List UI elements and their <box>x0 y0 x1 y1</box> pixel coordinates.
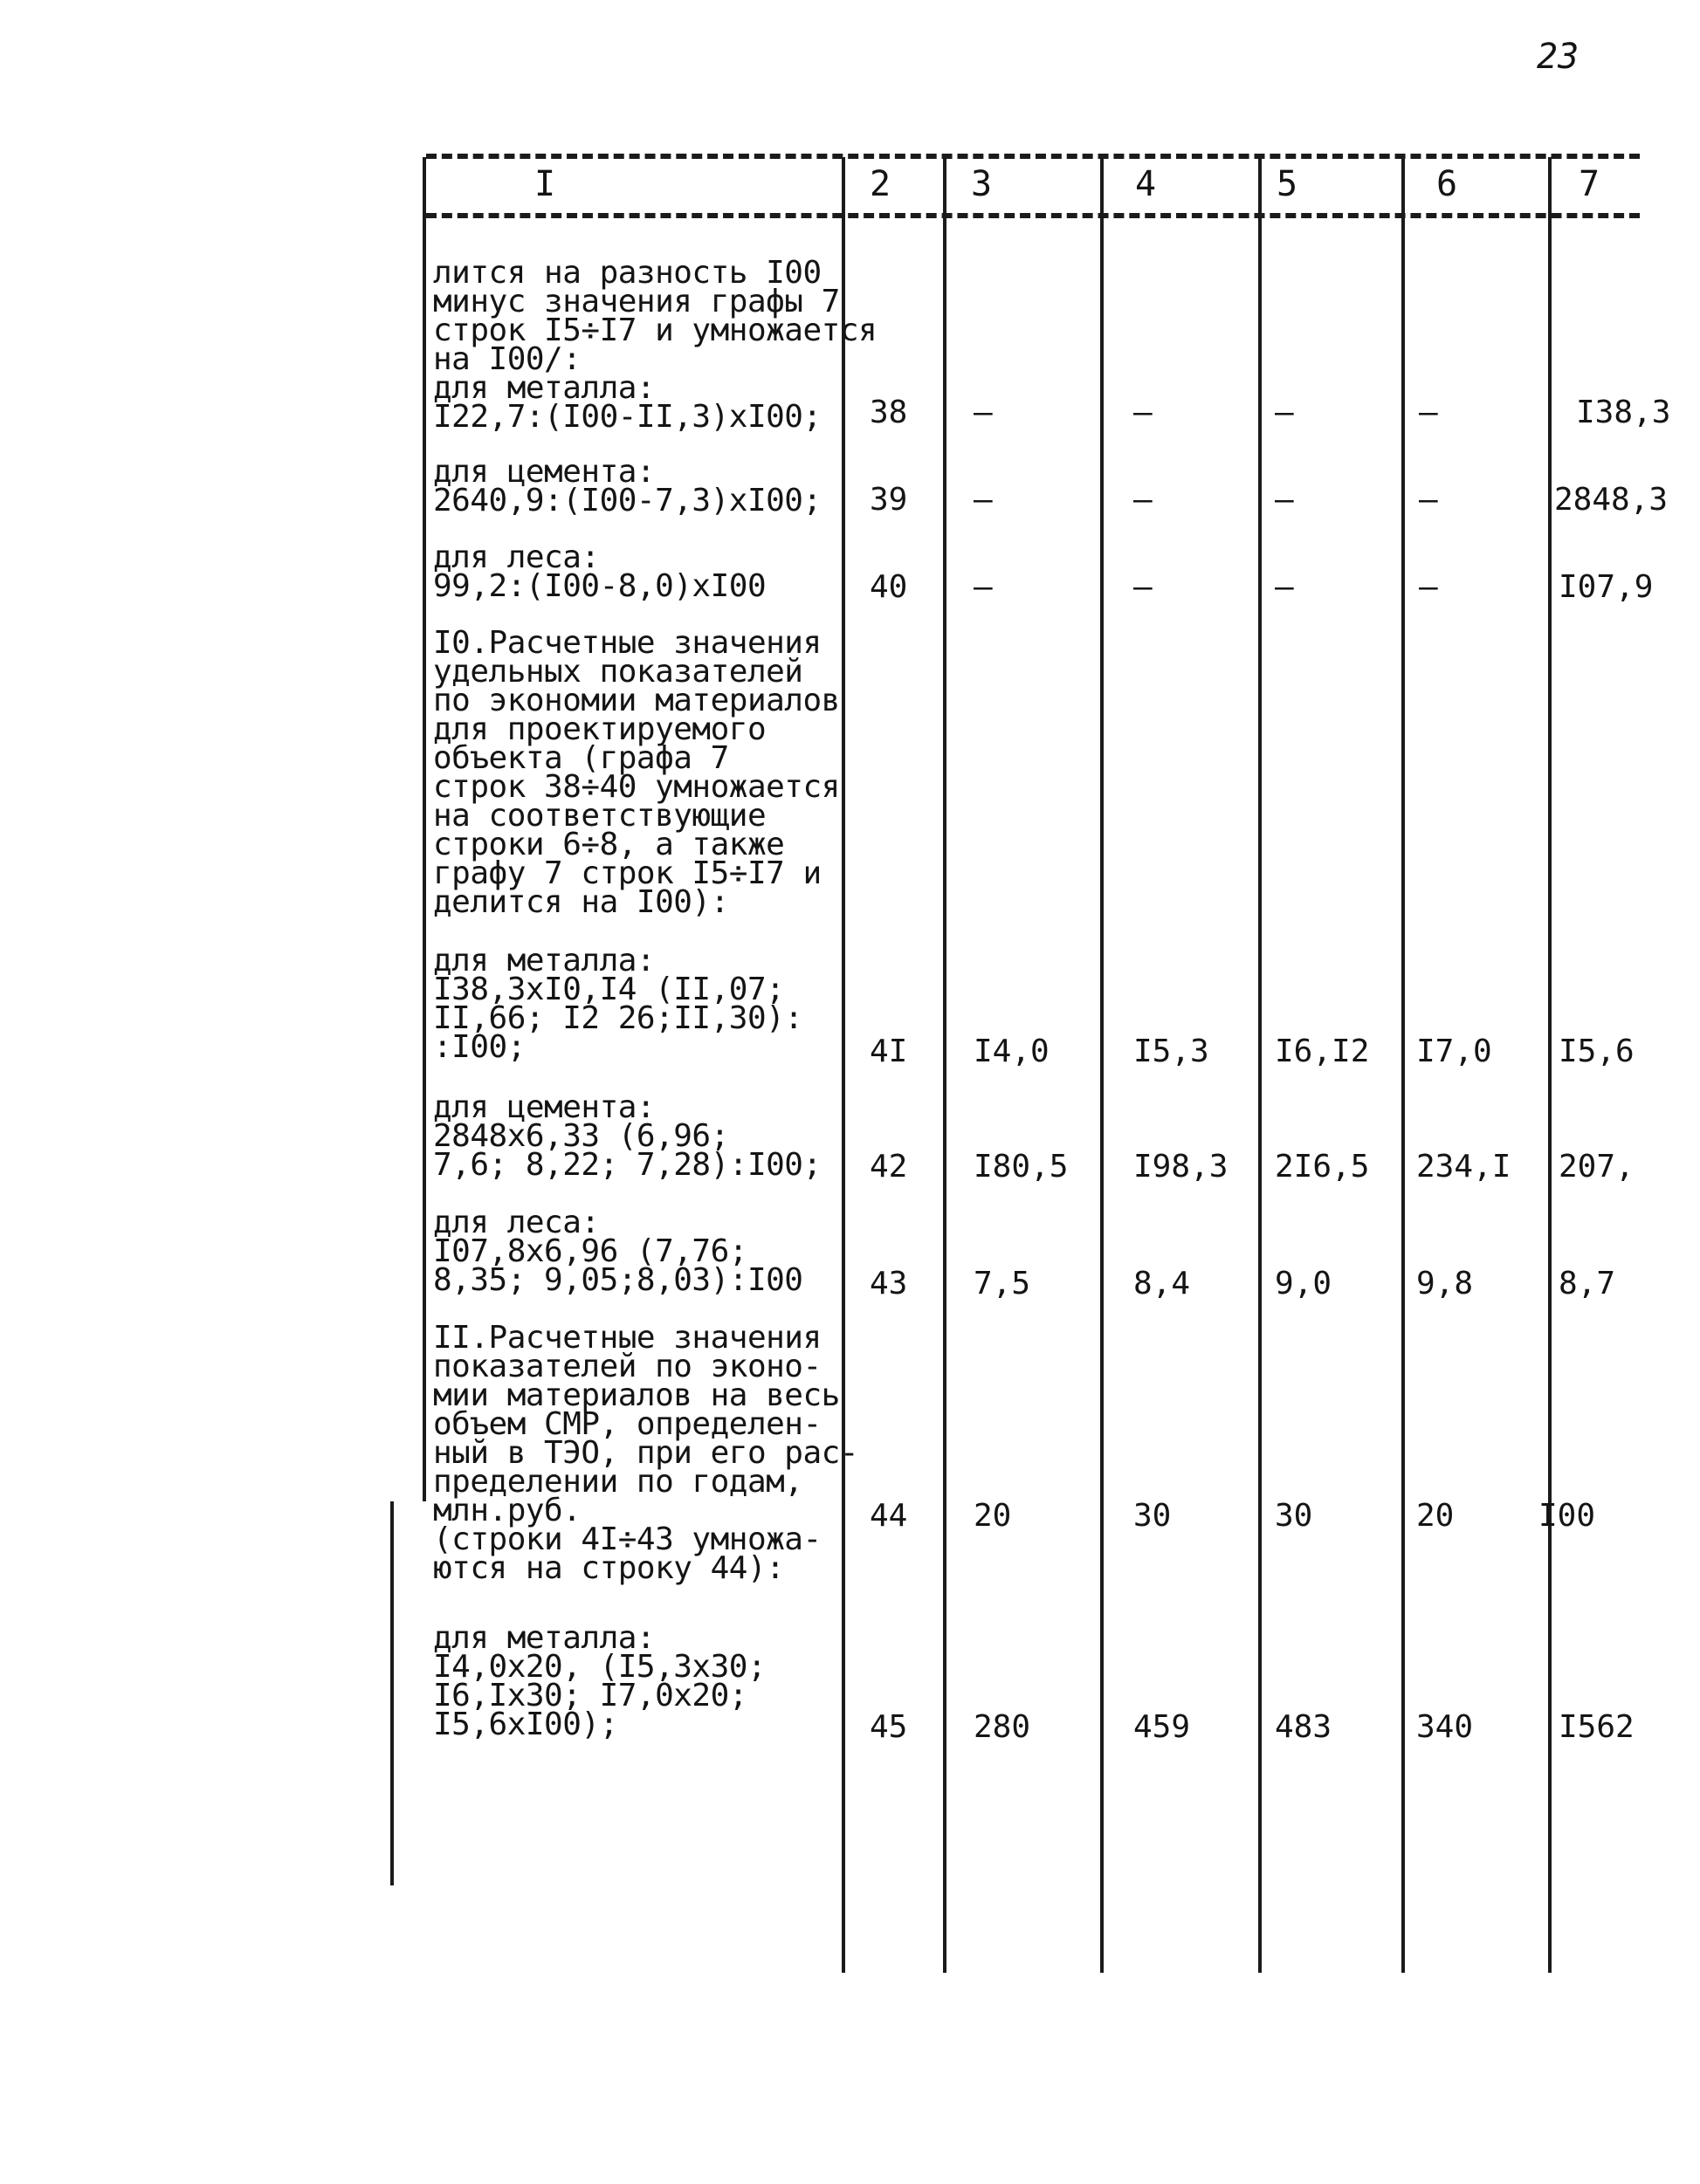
row-44-number: 44 <box>870 1498 908 1534</box>
row-38-col6: – <box>1419 395 1438 430</box>
row-38-description: лится на разность I00 минус значения графы 7 строк I5÷I7 и умножается на I00/: для металла: I22,7:(I00-II,3)xI00; <box>433 255 878 435</box>
row-40-col6: – <box>1419 569 1438 605</box>
row-39-col4: – <box>1133 482 1153 518</box>
row-39-col5: – <box>1275 482 1294 518</box>
header-col-1: I <box>534 164 556 204</box>
row-43-col3: 7,5 <box>974 1266 1031 1301</box>
row-38-number: 38 <box>870 395 908 430</box>
row-44-col6: 20 <box>1416 1498 1455 1534</box>
row-38-col5: – <box>1275 395 1294 430</box>
row-45-col7: I562 <box>1559 1709 1635 1745</box>
row-39-number: 39 <box>870 482 908 518</box>
row-39-col3: – <box>974 482 993 518</box>
row-43-description: для леса: I07,8x6,96 (7,76; 8,35; 9,05;8,03):I00 <box>433 1205 803 1298</box>
row-39-description: для цемента: 2640,9:(I00-7,3)xI00; <box>433 454 822 519</box>
row-40-col3: – <box>974 569 993 605</box>
row-42-col7: 207, <box>1559 1149 1635 1185</box>
row-41-col4: I5,3 <box>1133 1034 1209 1069</box>
table-left-border <box>423 157 426 1501</box>
row-44-col7: I00 <box>1538 1498 1596 1534</box>
row-41-number: 4I <box>870 1034 908 1069</box>
row-41-col6: I7,0 <box>1416 1034 1492 1069</box>
row-45-col6: 340 <box>1416 1709 1474 1745</box>
row-42-col5: 2I6,5 <box>1275 1149 1370 1185</box>
row-45-number: 45 <box>870 1709 908 1745</box>
row-44-description: II.Расчетные значения показателей по эконо- мии материалов на весь объем СМР, определен- ный в ТЭО, при его рас- пределении по годам, млн.руб. (строки 4I÷43 умножа- ются на строку 44): <box>433 1320 858 1586</box>
section-10-description: I0.Расчетные значения удельных показателей по экономии материалов для проектируемого объекта (графа 7 строк 38÷40 умножается на соответствующие строки 6÷8, а также графу 7 строк I5÷I7 и делится на I00): <box>433 625 840 920</box>
row-43-number: 43 <box>870 1266 908 1301</box>
page-number: 23 <box>1537 37 1580 77</box>
column-divider-5 <box>1401 157 1405 1973</box>
row-38-col7: I38,3 <box>1576 395 1671 430</box>
row-45-col3: 280 <box>974 1709 1031 1745</box>
row-44-col3: 20 <box>974 1498 1012 1534</box>
column-divider-2 <box>943 157 946 1973</box>
row-43-col4: 8,4 <box>1133 1266 1191 1301</box>
column-divider-6 <box>1548 157 1552 1973</box>
row-41-description: для металла: I38,3xI0,I4 (II,07; II,66; I2 26;II,30): :I00; <box>433 943 803 1065</box>
row-44-col5: 30 <box>1275 1498 1313 1534</box>
row-45-description: для металла: I4,0x20, (I5,3x30; I6,Ix30; I7,0x20; I5,6xI00); <box>433 1620 767 1742</box>
row-43-col5: 9,0 <box>1275 1266 1332 1301</box>
row-42-number: 42 <box>870 1149 908 1185</box>
row-41-col7: I5,6 <box>1559 1034 1635 1069</box>
header-col-3: 3 <box>971 164 993 204</box>
row-40-col5: – <box>1275 569 1294 605</box>
row-43-col7: 8,7 <box>1559 1266 1616 1301</box>
row-41-col5: I6,I2 <box>1275 1034 1370 1069</box>
row-40-description: для леса: 99,2:(I00-8,0)xI00 <box>433 539 767 604</box>
row-42-description: для цемента: 2848x6,33 (6,96; 7,6; 8,22; 7,28):I00; <box>433 1089 822 1183</box>
row-38-col4: – <box>1133 395 1153 430</box>
row-41-col3: I4,0 <box>974 1034 1050 1069</box>
row-42-col4: I98,3 <box>1133 1149 1229 1185</box>
row-40-number: 40 <box>870 569 908 605</box>
column-divider-3 <box>1100 157 1104 1973</box>
header-col-2: 2 <box>870 164 891 204</box>
row-39-col6: – <box>1419 482 1438 518</box>
row-43-col6: 9,8 <box>1416 1266 1474 1301</box>
row-39-col7: 2848,3 <box>1554 482 1669 518</box>
row-45-col5: 483 <box>1275 1709 1332 1745</box>
header-bottom-rule <box>426 213 1640 218</box>
row-42-col6: 234,I <box>1416 1149 1511 1185</box>
header-col-5: 5 <box>1277 164 1298 204</box>
header-col-4: 4 <box>1135 164 1157 204</box>
header-top-rule <box>426 154 1640 159</box>
row-40-col7: I07,9 <box>1559 569 1654 605</box>
row-40-col4: – <box>1133 569 1153 605</box>
header-col-6: 6 <box>1436 164 1458 204</box>
header-col-7: 7 <box>1579 164 1600 204</box>
row-44-col4: 30 <box>1133 1498 1172 1534</box>
column-divider-4 <box>1258 157 1262 1973</box>
table-left-border-lower <box>390 1501 394 1885</box>
row-42-col3: I80,5 <box>974 1149 1069 1185</box>
row-38-col3: – <box>974 395 993 430</box>
row-45-col4: 459 <box>1133 1709 1191 1745</box>
